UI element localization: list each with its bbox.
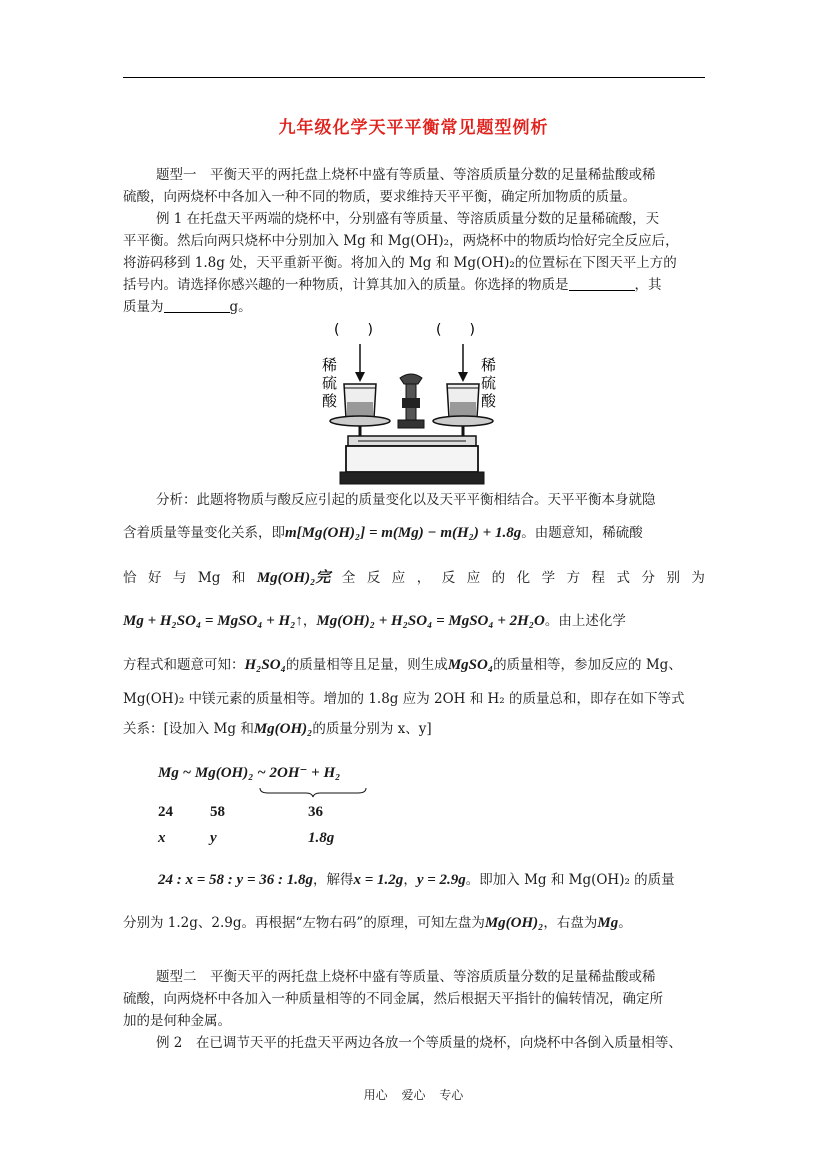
p3-part: ， (416, 570, 431, 586)
row1-mg: 24 (158, 804, 173, 820)
p3-part: 反 (366, 570, 381, 586)
analysis-p2-tail: 。由题意知，稀硫酸 (521, 525, 643, 541)
analysis-p5 (123, 654, 705, 676)
p3-part: Mg(OH)₂完 (256, 570, 331, 586)
balance-figure (318, 318, 508, 488)
p3-part: 式 (616, 570, 630, 586)
analysis-p6: Mg(OH)₂ 中镁元素的质量相等。增加的 1.8g 应为 2OH 和 H₂ 的质量总和，即存在如下等式 (123, 691, 685, 707)
p3-part: 应 (391, 570, 406, 586)
equation-mass-relation: m[Mg(OH)₂] = m(Mg) − m(H₂) + 1.8g (285, 525, 522, 541)
row2-y: y (210, 830, 217, 846)
label-left-3: 酸 (322, 392, 338, 410)
p3-part: 分 (641, 570, 655, 586)
answer-left-pan: Mg(OH)₂ (484, 915, 544, 931)
type2-line1: 题型二 平衡天平的两托盘上烧杯中盛有等质量、等溶质质量分数的足量稀盐酸或稀 (156, 969, 656, 985)
p3-part: 应 (466, 570, 481, 586)
p3-part: 与 (172, 570, 187, 586)
ex1-line4-text: 括号内。请选择你感兴趣的一种物质，计算其加入的质量。你选择的物质是 (123, 277, 569, 293)
type1-line1: 题型一 平衡天平的两托盘上烧杯中盛有等质量、等溶质质量分数的足量稀盐酸或稀 (156, 167, 656, 183)
analysis-p7-text: 关系：[设加入 Mg 和 (123, 721, 254, 737)
analysis-p3 (123, 567, 705, 589)
p3-part: 反 (441, 570, 456, 586)
analysis-p8-text: ，解得 (313, 872, 354, 888)
pan-left (330, 416, 390, 426)
analysis-p8-tail: 。即加入 Mg 和 Mg(OH)₂ 的质量 (465, 872, 675, 888)
ex1-line4-tail: ，其 (634, 277, 662, 293)
analysis-p7 (123, 718, 705, 740)
analysis-p5-mid: 的质量相等且足量，则生成 (285, 657, 448, 673)
analysis-p1: 分析：此题将物质与酸反应引起的质量变化以及天平平衡相结合。天平平衡本身就隐 (156, 492, 656, 508)
label-right-1: 稀 (481, 356, 497, 374)
header-rule (123, 77, 705, 78)
analysis-p7-tail: 的质量分别为 x、y] (312, 721, 432, 737)
relation-line: Mg ~ Mg(OH)₂ ~ 2OH⁻ + H₂ (158, 765, 341, 781)
arrow-down-icon (458, 372, 468, 382)
separator: ， (302, 613, 317, 629)
p3-part: 学 (541, 570, 556, 586)
pan-right (433, 416, 493, 426)
ex1-line1: 例 1 在托盘天平两端的烧杯中，分别盛有等质量、等溶质质量分数的足量稀硫酸，天 (156, 211, 660, 227)
page-footer: 用心 爱心 专心 (363, 1088, 464, 1102)
beaker-left (344, 384, 376, 418)
analysis-p4-tail: 。由上述化学 (544, 613, 626, 629)
analysis-p5-text: 方程式和题意可知： (123, 657, 245, 673)
row1-mgoh2: 58 (210, 804, 225, 820)
analysis-p2-text: 含着质量等量变化关系，即 (123, 525, 285, 541)
p3-part: 好 (147, 570, 162, 586)
row2-x: x (158, 830, 166, 846)
type1-line2: 硫酸，向两烧杯中各加入一种不同的物质，要求维持天平平衡，确定所加物质的质量。 (123, 189, 636, 205)
answer-blank-substance (569, 276, 635, 291)
document-title: 九年级化学天平平衡常见题型例析 (278, 118, 549, 138)
arrow-down-icon (355, 372, 365, 382)
analysis-p9-tail: 。 (618, 915, 632, 931)
p3-part: 方 (566, 570, 581, 586)
ex1-line3: 将游码移到 1.8g 处，天平重新平衡。将加入的 Mg 和 Mg(OH)₂的位置标在下图天平上方的 (123, 255, 677, 271)
bracket-right: ( ) (436, 322, 475, 338)
proportion: 24 : x = 58 : y = 36 : 1.8g (158, 872, 313, 888)
row1-sum: 36 (308, 804, 323, 820)
analysis-p4 (123, 610, 705, 632)
p3-part: 全 (341, 570, 356, 586)
label-right-2: 硫 (481, 374, 497, 392)
underbrace (258, 786, 368, 798)
type2-line2: 硫酸，向两烧杯中各加入一种质量相等的不同金属，然后根据天平指针的偏转情况，确定所 (123, 991, 663, 1007)
p3-part: 程 (591, 570, 606, 586)
analysis-p2 (123, 522, 705, 544)
analysis-p9-text: 分别为 1.2g、2.9g。再根据“左物右码”的原理，可知左盘为 (123, 915, 485, 931)
ex1-line2: 平平衡。然后向两只烧杯中分别加入 Mg 和 Mg(OH)₂，两烧杯中的物质均恰好完全反应后， (123, 233, 679, 249)
formula-mgoh2: Mg(OH)₂ (253, 721, 313, 737)
row2-mass: 1.8g (308, 830, 335, 846)
ex1-line5-tail: g。 (229, 299, 252, 315)
label-left-2: 硫 (322, 374, 338, 392)
label-right-3: 酸 (481, 392, 497, 410)
analysis-p8 (158, 869, 675, 891)
bracket-left: ( ) (334, 322, 373, 338)
answer-right-pan: Mg (597, 915, 619, 931)
formula-mgso4: MgSO₄ (447, 657, 494, 673)
p3-part: Mg (197, 570, 221, 586)
p3-part: 为 (691, 570, 705, 586)
ex1-line5-text: 质量为 (123, 299, 164, 315)
analysis-p9 (123, 912, 705, 934)
p3-part: 别 (666, 570, 680, 586)
separator: ， (403, 872, 417, 888)
balance-foot (340, 472, 484, 484)
equation-mg-reaction: Mg + H₂SO₄ = MgSO₄ + H₂↑ (123, 613, 303, 629)
equation-mgoh2-reaction: Mg(OH)₂ + H₂SO₄ = MgSO₄ + 2H₂O (316, 613, 545, 629)
ex1-line4 (123, 274, 705, 296)
beaker-right (447, 384, 479, 418)
balance-base (346, 446, 478, 472)
ex1-line5 (123, 296, 705, 318)
balance-pillar (398, 374, 424, 428)
formula-h2so4: H₂SO₄ (244, 657, 286, 673)
analysis-p9-mid: ，右盘为 (543, 915, 598, 931)
type2-line3: 加的是何种金属。 (123, 1013, 231, 1029)
solution-x: x = 1.2g (353, 872, 404, 888)
answer-blank-mass (164, 298, 230, 313)
analysis-p5-tail: 的质量相等，参加反应的 Mg、 (493, 657, 682, 673)
solution-y: y = 2.9g (416, 872, 466, 888)
ex2-line1: 例 2 在已调节天平的托盘天平两边各放一个等质量的烧杯，向烧杯中各倒入质量相等、 (156, 1035, 682, 1051)
p3-part: 化 (516, 570, 531, 586)
p3-part: 和 (231, 570, 246, 586)
p3-part: 恰 (123, 570, 137, 586)
p3-part: 的 (491, 570, 506, 586)
label-left-1: 稀 (322, 356, 338, 374)
